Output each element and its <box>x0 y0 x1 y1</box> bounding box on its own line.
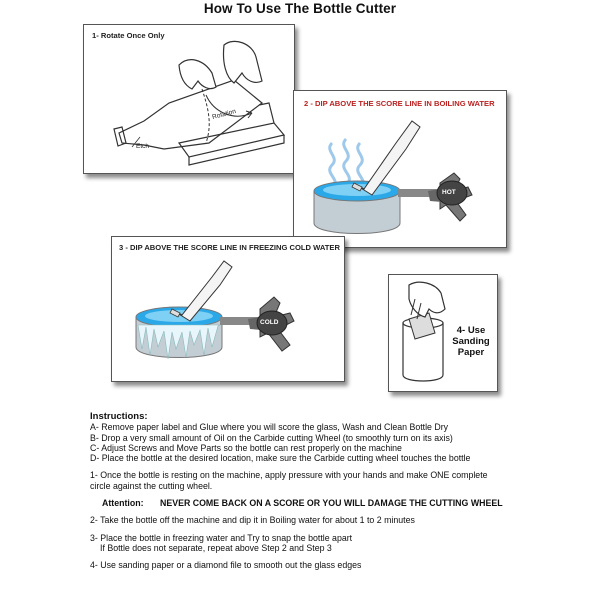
instruction-b: B- Drop a very small amount of Oil on the Carbide cutting Wheel (to smoothly turn on its axis) <box>90 432 453 443</box>
etch-label: Etch <box>136 143 150 150</box>
step2-panel <box>293 90 507 248</box>
step1-text-line2: circle against the cutting wheel. <box>90 480 213 491</box>
step1-panel <box>83 24 295 174</box>
step3-label: 3 - DIP ABOVE THE SCORE LINE IN FREEZING COLD WATER <box>119 243 340 252</box>
page-title: How To Use The Bottle Cutter <box>203 1 397 16</box>
instructions <box>90 412 590 571</box>
attention-label: Attention: <box>102 498 144 509</box>
step1-label: 1- Rotate Once Only <box>92 31 165 40</box>
step4-line2: Sanding <box>452 336 490 347</box>
attention-text: NEVER COME BACK ON A SCORE OR YOU WILL DAMAGE THE CUTTING WHEEL <box>159 498 503 509</box>
instruction-c: C- Adjust Screws and Move Parts so the bottle can rest properly on the machine <box>90 442 402 453</box>
instructions-heading: Instructions: <box>90 411 148 422</box>
step4-line3: Paper <box>457 347 485 358</box>
cold-tap-label: COLD <box>260 319 279 326</box>
rotation-label: Rotation <box>211 107 237 122</box>
instruction-d: D- Place the bottle at the desired location, make sure the Carbide cutting wheel touches the bottle <box>90 453 471 464</box>
step4-line1: 4- Use <box>456 325 486 336</box>
step2-text: 2- Take the bottle off the machine and dip it in Boiling water for about 1 to 2 minutes <box>90 515 415 526</box>
instruction-a: A- Remove paper label and Glue where you will score the glass, Wash and Clean Bottle Dry <box>90 422 449 433</box>
boiling-illustration <box>294 91 506 247</box>
step3-text-line2: If Bottle does not separate, repeat above Step 2 and Step 3 <box>100 542 332 553</box>
step3-panel <box>111 236 345 382</box>
step3-text-line1: 3- Place the bottle in freezing water and Try to snap the bottle apart <box>90 532 353 543</box>
step2-label: 2 - DIP ABOVE THE SCORE LINE IN BOILING WATER <box>304 99 495 108</box>
step1-text-line1: 1- Once the bottle is resting on the machine, apply pressure with your hands and make ONE complete <box>90 470 488 481</box>
step4-caption <box>447 325 495 358</box>
freezing-illustration <box>112 237 344 381</box>
rotate-illustration <box>84 25 294 173</box>
step4-text: 4- Use sanding paper or a diamond file to smooth out the glass edges <box>90 560 362 571</box>
attention-note <box>90 498 590 508</box>
step4-panel <box>388 274 498 392</box>
hot-tap-label: HOT <box>442 189 456 196</box>
